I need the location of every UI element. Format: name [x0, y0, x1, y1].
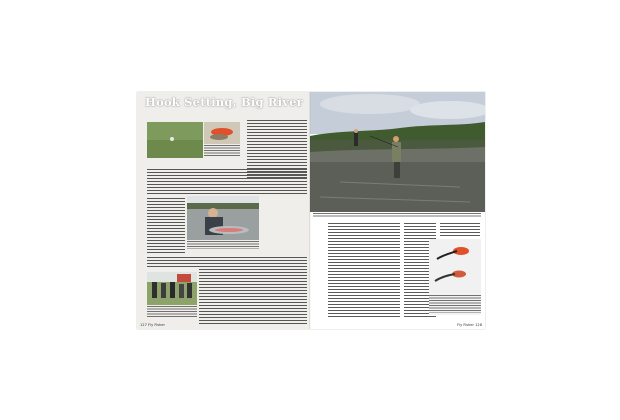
angler-holding-fish-photo: [187, 196, 259, 240]
photo-caption-top: [204, 145, 240, 157]
left-page: [137, 92, 310, 329]
body-text-column-3: [147, 198, 185, 255]
right-body-text-3: [440, 223, 480, 237]
two-flies-photo: [429, 239, 481, 315]
magazine-spread: [137, 92, 485, 329]
body-text-column-5: [199, 269, 307, 325]
photo-caption-middle: [187, 241, 259, 249]
river-scene-illustration: [310, 92, 485, 212]
anglers-wading-river-photo: [310, 92, 485, 212]
right-folio: [457, 323, 482, 327]
angler-holding-fish-illustration: [187, 196, 259, 240]
right-magazine-name: Fly Fisher: [457, 323, 474, 327]
left-page-number: 127: [140, 323, 147, 327]
two-flies-illustration: [429, 239, 481, 293]
body-text-column-2: [147, 169, 307, 196]
flies-caption: [429, 295, 481, 313]
photo-caption-bottom: [147, 306, 197, 318]
fly-and-fish-illustration: [204, 122, 240, 144]
spread-gutter: [309, 92, 311, 329]
spread-photo-caption: [313, 213, 481, 217]
right-page: [310, 92, 485, 329]
fly-and-fish-photo: [204, 122, 240, 144]
group-of-anglers-photo: [147, 272, 197, 305]
body-text-column-4: [147, 257, 307, 267]
left-folio: [140, 323, 165, 327]
right-body-text-1: [328, 223, 400, 317]
right-page-number: 128: [475, 323, 482, 327]
grassy-bank-illustration: [147, 122, 203, 158]
left-magazine-name: Fly Fisher: [148, 323, 165, 327]
article-headline: Hook Setting, Big River: [145, 95, 303, 109]
grassy-bank-photo: [147, 122, 203, 158]
group-of-anglers-illustration: [147, 272, 197, 305]
